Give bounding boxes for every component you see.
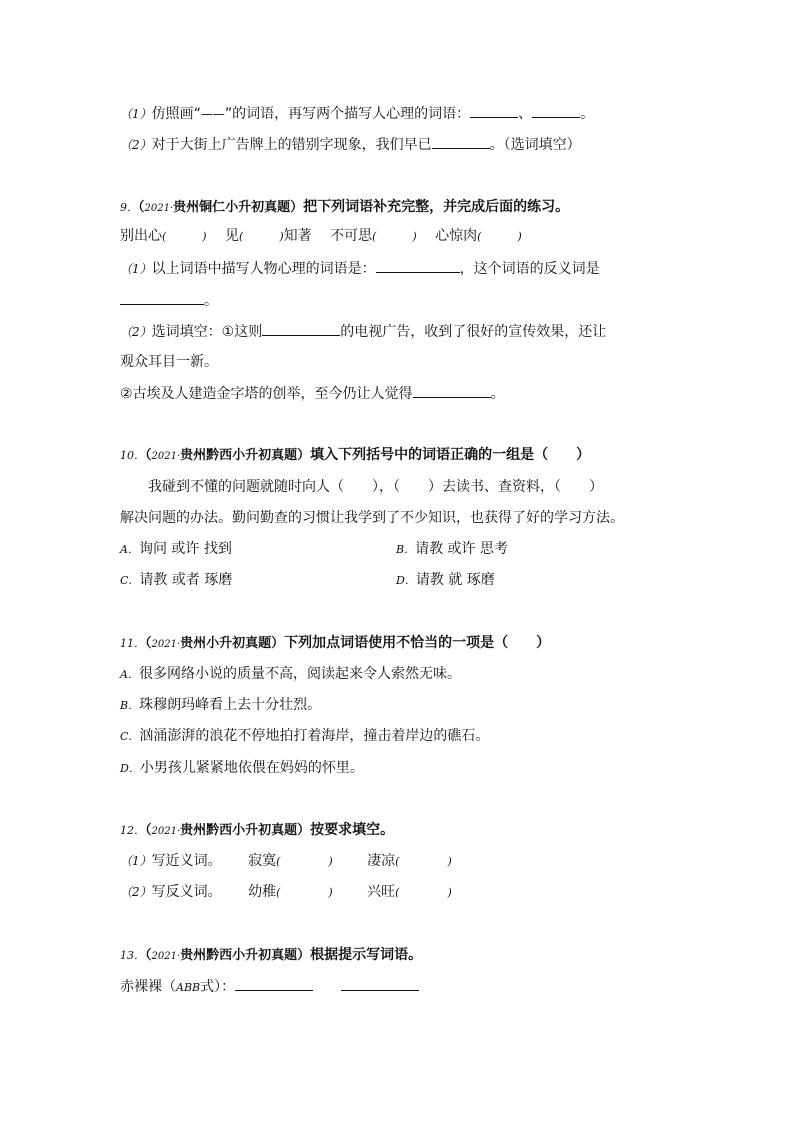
paren-open: ( xyxy=(276,886,281,899)
q12-sub1 xyxy=(120,851,452,871)
q9-word-4 xyxy=(435,228,522,244)
q8-sub1-text-b: ”的词语，再写两个描写人心理的词语： xyxy=(224,106,471,122)
q10-heading xyxy=(120,445,590,465)
q9-sub2-text-b: 这则 xyxy=(234,324,263,340)
q12-src-place: 贵州黔西小升初真题） xyxy=(180,823,311,838)
option-text: 汹涌澎湃的浪花不停地拍打着海岸，撞击着岸边的礁石。 xyxy=(139,728,490,744)
q8-sub1-end: 。 xyxy=(580,106,595,122)
q10-option-a[interactable] xyxy=(120,539,232,559)
paren-close: ) xyxy=(328,886,333,899)
q13-src-place: 贵州黔西小升初真题） xyxy=(180,948,311,963)
q8-sub2-num: （2） xyxy=(120,138,152,152)
q13-number: 13． xyxy=(120,949,145,962)
q8-sub2-text: 对于大街上广告牌上的错别字现象，我们早已 xyxy=(151,137,432,153)
q11-title: 下列加点词语使用不恰当的一项是（ ） xyxy=(284,635,551,651)
q9-word-2-text: 见 xyxy=(225,228,240,244)
q10-src-year: 2021· xyxy=(151,451,181,462)
q11-option-b[interactable] xyxy=(120,695,321,715)
q13-src-year: 2021· xyxy=(151,951,181,962)
q9-sub2-line2-text: 观众耳目一新。 xyxy=(120,354,218,370)
option-text: 小男孩儿紧紧地依偎在妈妈的怀里。 xyxy=(139,760,364,776)
paren-close: ) xyxy=(279,230,284,243)
paren-close: ) xyxy=(447,886,452,899)
q11-src-place: 贵州小升初真题） xyxy=(180,636,285,651)
q13-title: 根据提示写词语。 xyxy=(310,947,423,963)
q9-word-1-text: 别出心 xyxy=(120,228,162,244)
q9-circle-2: ② xyxy=(120,386,133,402)
q13-abb: ABB xyxy=(176,981,201,994)
q9-number: 9． xyxy=(120,201,138,214)
q12-sub2-word-1 xyxy=(248,884,333,900)
q10-title: 填入下列括号中的词语正确的一组是（ ） xyxy=(310,447,591,463)
paren-close: ) xyxy=(447,855,452,868)
q9-sub1-num: （1） xyxy=(120,262,152,276)
q8-sub1 xyxy=(120,103,594,123)
option-text: 很多网络小说的质量不高，阅读起来令人索然无味。 xyxy=(138,666,461,682)
q13-blank-1[interactable] xyxy=(235,976,313,991)
option-text: 询问 或许 找到 xyxy=(138,541,232,557)
q11-number: 11． xyxy=(120,637,145,650)
q12-sub2-word-2 xyxy=(367,884,452,900)
option-letter: D． xyxy=(396,574,416,587)
paren-open: ( xyxy=(477,230,482,243)
q10-option-c[interactable] xyxy=(120,570,232,590)
q12-sub1-w1-text: 寂寞 xyxy=(248,853,277,869)
q10-src-place: 贵州黔西小升初真题） xyxy=(180,448,311,463)
q8-sub1-text-a: 仿照画“ xyxy=(151,106,201,122)
q9-sub1-text: 以上词语中描写人物心理的词语是： xyxy=(151,261,376,277)
q13-blank-2[interactable] xyxy=(341,976,419,991)
q8-blank-1[interactable] xyxy=(470,103,518,118)
q9-blank-4[interactable] xyxy=(413,383,491,398)
q12-sub1-label: 写近义词。 xyxy=(151,853,222,869)
q12-heading xyxy=(120,820,394,840)
q12-sub2-label: 写反义词。 xyxy=(151,884,222,900)
paren-open: ( xyxy=(372,230,377,243)
q12-sub2-w2-text: 兴旺 xyxy=(367,884,396,900)
q8-blank-3[interactable] xyxy=(432,134,490,149)
q9-source xyxy=(138,200,303,215)
option-text: 请教 就 琢磨 xyxy=(415,572,495,588)
q10-option-d[interactable] xyxy=(396,570,495,590)
q11-source xyxy=(145,636,284,651)
q10-body-2-text: 解决问题的办法。勤问勤查的习惯让我学到了不少知识，也获得了好的学习方法。 xyxy=(120,510,624,526)
q13-heading xyxy=(120,945,422,965)
q10-body-1-text: 我碰到不懂的问题就随时向人（ ），（ ）去读书、查资料，（ ） xyxy=(148,479,603,495)
q9-blank-1[interactable] xyxy=(376,258,460,273)
option-letter: A． xyxy=(120,668,139,681)
q12-source xyxy=(145,823,310,838)
paren-open: ( xyxy=(276,855,281,868)
paren-close: ) xyxy=(517,230,522,243)
q11-heading xyxy=(120,633,550,653)
q9-sub2-line3-end: 。 xyxy=(490,386,505,402)
q9-title: 把下列词语补充完整，并完成后面的练习。 xyxy=(303,199,570,215)
q9-sub2 xyxy=(120,321,606,341)
q8-sub1-num: （1） xyxy=(120,107,152,121)
q9-heading xyxy=(120,197,569,217)
q11-src-year: 2021· xyxy=(151,639,181,650)
q13-src-open: （ xyxy=(145,948,152,963)
q10-body-1 xyxy=(148,477,603,497)
q9-sub1-cont xyxy=(120,290,218,310)
q9-blank-2[interactable] xyxy=(120,290,204,305)
paren-open: ( xyxy=(395,855,400,868)
q13-line-a: 赤裸裸（ xyxy=(120,979,176,995)
q13-line-b: 式）： xyxy=(200,979,236,995)
q9-src-open: （ xyxy=(138,200,145,215)
option-letter: D． xyxy=(120,762,140,775)
q10-body-2 xyxy=(120,508,624,528)
q12-sub1-w2-text: 凄凉 xyxy=(367,853,396,869)
paren-close: ) xyxy=(328,855,333,868)
q10-number: 10． xyxy=(120,449,145,462)
q13-source xyxy=(145,948,310,963)
q12-sub1-word-1 xyxy=(248,853,333,869)
q12-sub2-w1-text: 幼稚 xyxy=(248,884,277,900)
q9-word-3 xyxy=(330,228,417,244)
q12-sub2-num: （2） xyxy=(120,885,152,899)
q9-sub1 xyxy=(120,258,600,278)
q9-word-3-text: 不可思 xyxy=(330,228,373,244)
paren-open: ( xyxy=(239,230,244,243)
q12-sub2 xyxy=(120,882,452,902)
q9-sub2-text-c: 的电视广告，收到了很好的宣传效果，还让 xyxy=(340,324,607,340)
option-text: 请教 或许 思考 xyxy=(415,541,508,557)
q9-word-2-post: 知著 xyxy=(283,228,312,244)
q12-number: 12． xyxy=(120,824,145,837)
q8-sub2-end: 。（选词填空） xyxy=(489,137,581,153)
q9-word-4-text: 心惊肉 xyxy=(435,228,478,244)
q12-src-year: 2021· xyxy=(151,826,181,837)
q12-sub1-num: （1） xyxy=(120,854,152,868)
q11-option-c[interactable] xyxy=(120,726,489,746)
paren-close: ) xyxy=(202,230,207,243)
q12-src-open: （ xyxy=(145,823,152,838)
paren-open: ( xyxy=(162,230,167,243)
q9-src-place: 贵州铜仁小升初真题） xyxy=(173,200,304,215)
q9-word-2 xyxy=(225,228,312,244)
q10-src-open: （ xyxy=(145,448,152,463)
q12-sub1-word-2 xyxy=(367,853,452,869)
q9-sub1-end: 。 xyxy=(204,293,218,309)
q10-source xyxy=(145,448,310,463)
paren-open: ( xyxy=(395,886,400,899)
q11-option-d[interactable] xyxy=(120,758,364,778)
q9-sub2-text-a: 选词填空： xyxy=(151,324,222,340)
q12-title: 按要求填空。 xyxy=(310,822,395,838)
q10-option-b[interactable] xyxy=(396,539,508,559)
q9-words xyxy=(120,226,522,246)
option-letter: B． xyxy=(396,543,416,556)
option-letter: C． xyxy=(120,574,140,587)
q8-blank-2[interactable] xyxy=(532,103,580,118)
option-letter: C． xyxy=(120,730,140,743)
q8-sub1-sep: 、 xyxy=(518,106,533,122)
q8-sub1-dash: —— xyxy=(200,107,225,121)
q9-sub2-line3-text: 古埃及人建造金字塔的创举，至今仍让人觉得 xyxy=(132,386,413,402)
option-letter: B． xyxy=(120,699,140,712)
q8-sub2 xyxy=(120,134,581,154)
q9-word-1 xyxy=(120,228,207,244)
q9-sub2-num: （2） xyxy=(120,325,152,339)
q9-sub2-line3 xyxy=(120,383,505,403)
q9-blank-3[interactable] xyxy=(262,321,340,336)
option-text: 请教 或者 琢磨 xyxy=(139,572,233,588)
q11-src-open: （ xyxy=(145,636,152,651)
q9-circle-1: ① xyxy=(221,324,235,340)
option-text: 珠穆朗玛峰看上去十分壮烈。 xyxy=(139,697,322,713)
paren-close: ) xyxy=(412,230,417,243)
q9-src-year: 2021· xyxy=(144,203,174,214)
q11-option-a[interactable] xyxy=(120,664,461,684)
option-letter: A． xyxy=(120,543,139,556)
q9-sub1-mid: ，这个词语的反义词是 xyxy=(459,261,600,277)
q13-line xyxy=(120,976,419,996)
q9-sub2-line2 xyxy=(120,352,218,372)
